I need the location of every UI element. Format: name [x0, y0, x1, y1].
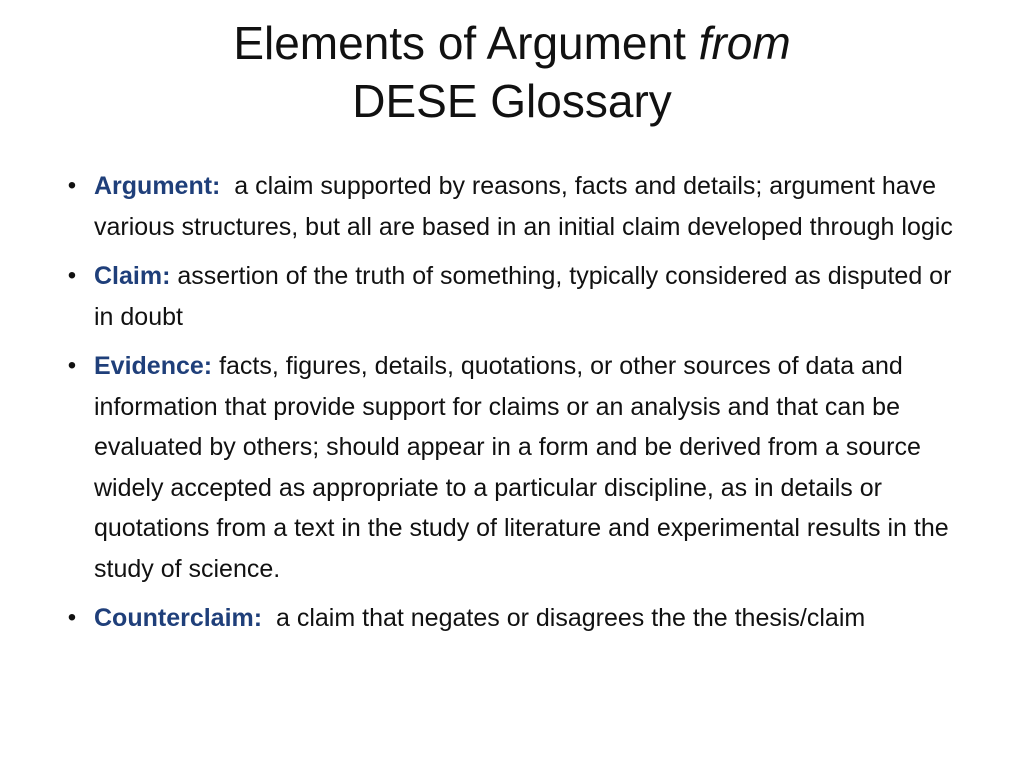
glossary-item-claim [62, 256, 974, 337]
title-text: Elements of Argument [233, 17, 686, 69]
glossary-term: Argument: [94, 172, 221, 200]
title-italic-word: from [698, 17, 791, 69]
glossary-item-counterclaim [62, 598, 974, 639]
glossary-definition: assertion of the truth of something, typically considered as disputed or in doubt [94, 262, 952, 331]
title-line-2: DESE Glossary [352, 75, 672, 127]
glossary-term: Claim: [94, 262, 171, 290]
bullet-icon: • [67, 172, 77, 199]
glossary-item-evidence [62, 346, 974, 589]
glossary-term: Counterclaim: [94, 604, 263, 632]
glossary-definition: a claim supported by reasons, facts and details; argument have various structures, but all are based in an initial claim developed through logic [94, 172, 953, 241]
glossary-list [62, 166, 974, 648]
glossary-definition: a claim that negates or disagrees the the thesis/claim [276, 604, 866, 632]
slide-title [0, 14, 1024, 130]
bullet-icon: • [67, 352, 77, 379]
glossary-definition: facts, figures, details, quotations, or other sources of data and information that provide support for claims or an analysis and that can be evaluated by others; should appear in a form and be derived from a source widely accepted as appropriate to a particular discipline, as in details or quotations from a text in the study of literature and experimental results in the study of science. [94, 352, 949, 583]
bullet-icon: • [67, 262, 77, 289]
bullet-icon: • [67, 604, 77, 631]
glossary-item-argument [62, 166, 974, 247]
title-line-1 [0, 14, 1024, 72]
glossary-term: Evidence: [94, 352, 213, 380]
